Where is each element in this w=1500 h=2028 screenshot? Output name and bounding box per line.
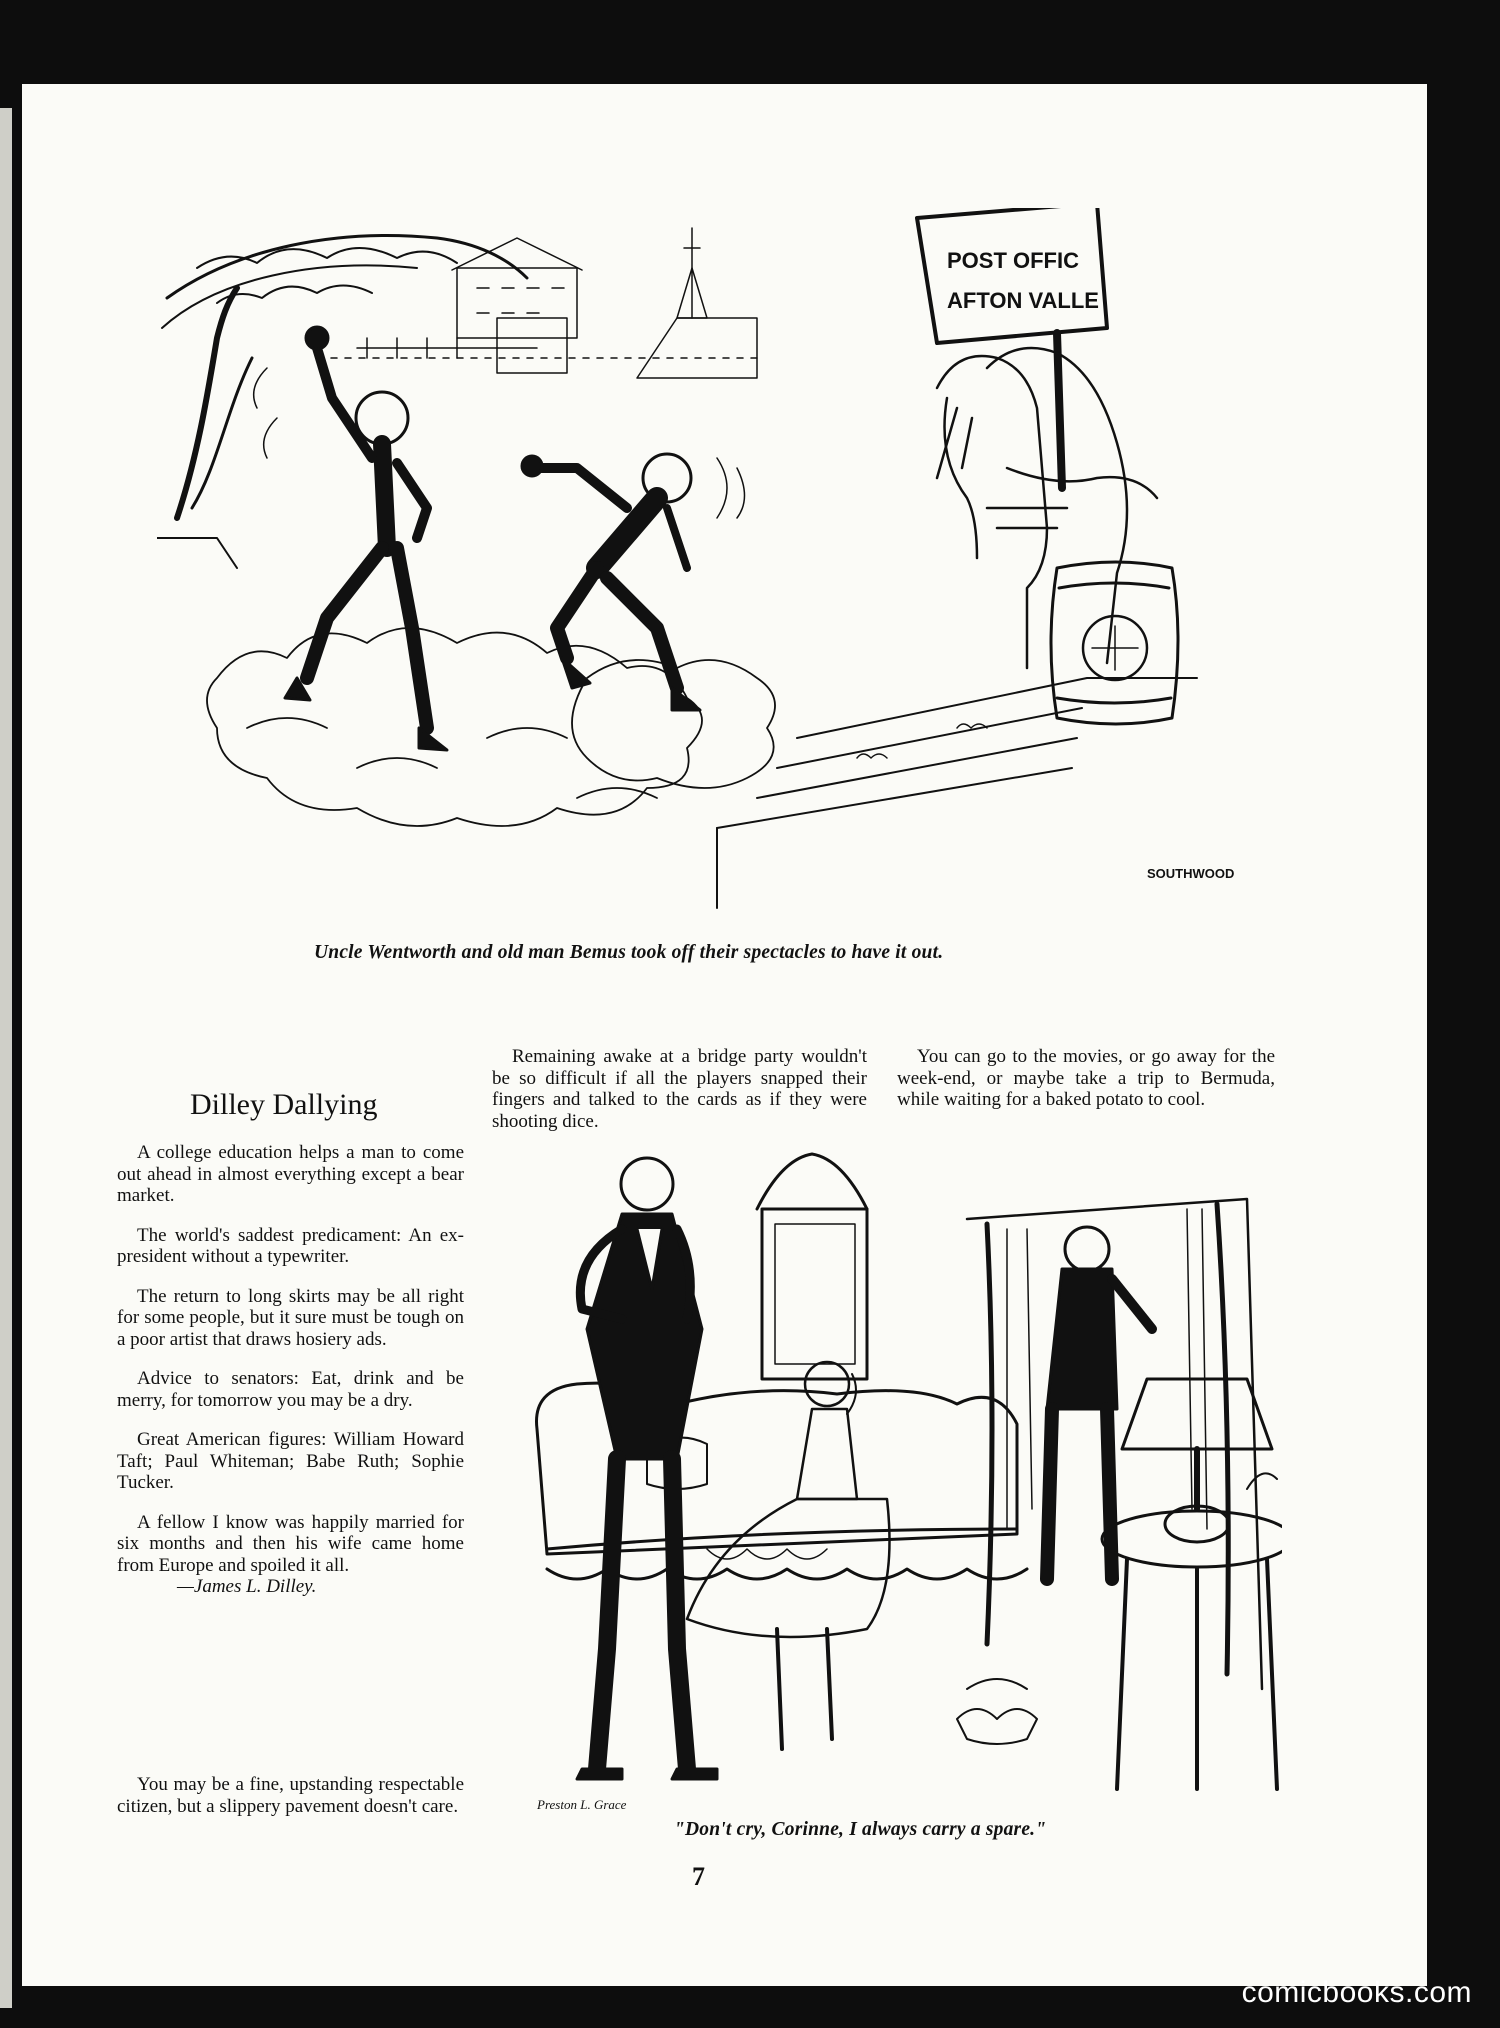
column-2-paragraph: Remaining awake at a bridge party wouldn't be so difficult if all the players snapped their fingers and talked to the cards as if they were shooting dice. <box>492 1046 867 1132</box>
column-1-paragraph: A college education helps a man to come out ahead in almost everything except a bear market. <box>117 1142 464 1206</box>
article-column-1 <box>117 1142 464 1598</box>
column-1-paragraph: A fellow I know was happily married for six months and then his wife came home from Europe and spoiled it all. <box>117 1511 464 1576</box>
tree-drawing <box>157 236 527 569</box>
article-closing-paragraph <box>117 1774 464 1817</box>
uncle-wentworth-figure <box>254 327 447 750</box>
bottom-cartoon-caption: "Don't cry, Corinne, I always carry a spare." <box>674 1819 1047 1840</box>
column-3-paragraph: You can go to the movies, or go away for the week-end, or maybe take a trip to Bermuda, while waiting for a baked potato to cool. <box>897 1046 1275 1110</box>
adjacent-page-edge <box>0 108 12 2008</box>
article-heading: Dilley Dallying <box>190 1088 378 1121</box>
sign-line-2: AFTON VALLE <box>947 288 1099 313</box>
porch-steps <box>717 678 1197 908</box>
magazine-page <box>22 84 1427 1986</box>
old-man-bemus-figure <box>522 454 745 710</box>
man-at-window-figure <box>1047 1227 1152 1579</box>
floor-object <box>957 1679 1037 1744</box>
column-1-paragraph: The return to long skirts may be all right for some people, but it sure must be tough on a poor artist that draws hosiery ads. <box>117 1285 464 1350</box>
column-1-paragraph: Advice to senators: Eat, drink and be merry, for tomorrow you may be a dry. <box>117 1368 464 1411</box>
page-number: 7 <box>692 1862 705 1891</box>
wall-mirror <box>757 1154 867 1379</box>
dust-clouds <box>207 628 775 826</box>
bottom-cartoon-illustration <box>527 1129 1282 1819</box>
closing-paragraph-text: You may be a fine, upstanding respectable citizen, but a slippery pavement doesn't care. <box>117 1774 464 1817</box>
column-1-paragraph: Great American figures: William Howard Taft; Paul Whiteman; Babe Ruth; Sophie Tucker. <box>117 1429 464 1493</box>
distant-town <box>317 228 757 378</box>
site-watermark: comicbooks.com <box>1241 1976 1472 2009</box>
top-cartoon-illustration <box>157 208 1277 913</box>
top-cartoon-caption: Uncle Wentworth and old man Bemus took off their spectacles to have it out. <box>314 942 944 963</box>
author-signature: —James L. Dilley. <box>177 1576 317 1597</box>
bottom-artist-signature: Preston L. Grace <box>537 1797 627 1812</box>
horses-drawing <box>937 348 1157 668</box>
top-artist-signature: SOUTHWOOD <box>1147 866 1235 881</box>
sign-line-1: POST OFFIC <box>947 248 1079 273</box>
seated-woman-figure <box>687 1362 890 1749</box>
column-1-paragraph: The world's saddest predicament: An ex-president without a typewriter. <box>117 1224 464 1267</box>
article-column-3 <box>897 1046 1275 1129</box>
